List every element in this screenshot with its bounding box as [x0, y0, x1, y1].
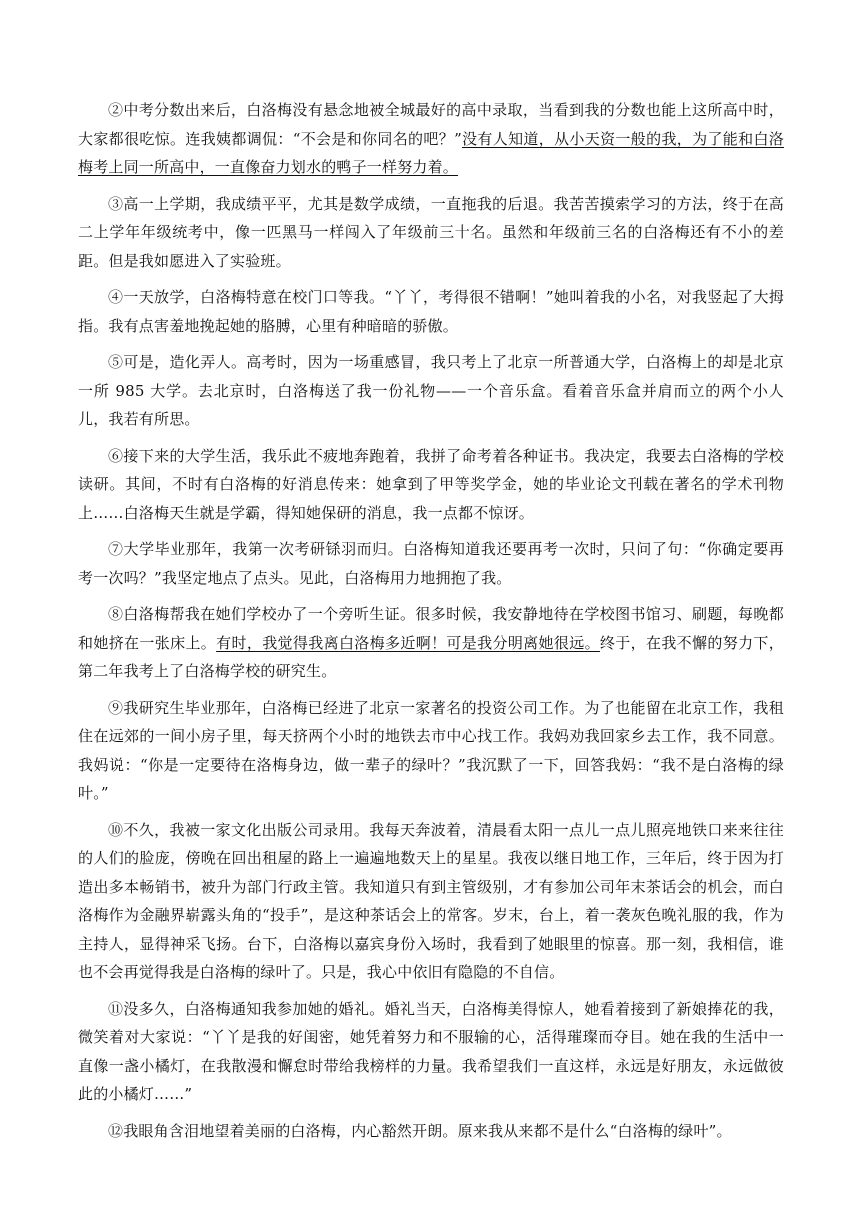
paragraph-11	[78, 995, 784, 1109]
paragraph-text: ③高一上学期，我成绩平平，尤其是数学成绩，一直拖我的后退。我苦苦摸索学习的方法，终于在高二上学年年级统考中，像一匹黑马一样闯入了年级前三十名。虽然和年级前三名的白洛梅还有不小的差距。但是我如愿进入了实验班。	[78, 194, 784, 270]
paragraph-text: ⑫我眼角含泪地望着美丽的白洛梅，内心豁然开朗。原来我从来都不是什么“白洛梅的绿叶”。	[108, 1121, 732, 1140]
paragraph-12	[78, 1117, 784, 1146]
paragraph-text-after: 终于，在我不懈的努力下，第二年我考上了白洛梅学校的研究生。	[78, 633, 784, 680]
paragraph-text: ⑨我研究生毕业那年，白洛梅已经进了北京一家著名的投资公司工作。为了也能留在北京工作，我租住在远郊的一间小房子里，每天挤两个小时的地铁去市中心找工作。我妈劝我回家乡去工作，我不同意。我妈说：“你是一定要待在洛梅身边，做一辈子的绿叶？”我沉默了一下，回答我妈：“我不是白洛梅的绿叶。”	[78, 698, 784, 802]
paragraph-text: ⑩不久，我被一家文化出版公司录用。我每天奔波着，清晨看太阳一点儿一点儿照亮地铁口来来往往的人们的脸庞，傍晚在回出租屋的路上一遍遍地数天上的星星。我夜以继日地工作，三年后，终于因为打造出多本畅销书，被升为部门行政主管。我知道只有到主管级别，才有参加公司年末茶话会的机会，而白洛梅作为金融界崭露头角的“投手”，是这种茶话会上的常客。岁末，台上，着一袭灰色晚礼服的我，作为主持人，显得神采飞扬。台下，白洛梅以嘉宾身份入场时，我看到了她眼里的惊喜。那一刻，我相信，谁也不会再觉得我是白洛梅的绿叶了。只是，我心中依旧有隐隐的不自信。	[78, 820, 784, 981]
paragraph-7	[78, 535, 784, 592]
paragraph-4	[78, 283, 784, 340]
document-page	[78, 96, 784, 1153]
underlined-sentence: 有时，我觉得我离白洛梅多近啊！可是我分明离她很远。	[216, 633, 600, 652]
underlined-sentence: 没有人知道，从小天资一般的我，为了能和白洛梅考上同一所高中，一直像奋力划水的鸭子一样努力着。	[78, 129, 784, 176]
paragraph-text: ⑧白洛梅帮我在她们学校办了一个旁听生证。很多时候，我安静地待在学校图书馆习、刷题，每晚都和她挤在一张床上。	[78, 605, 784, 652]
paragraph-text: ⑦大学毕业那年，我第一次考研铩羽而归。白洛梅知道我还要再考一次时，只问了句：“你确定要再考一次吗？”我坚定地点了点头。见此，白洛梅用力地拥抱了我。	[78, 540, 784, 587]
paragraph-3	[78, 190, 784, 276]
paragraph-5	[78, 348, 784, 434]
paragraph-9	[78, 694, 784, 808]
paragraph-2	[78, 96, 784, 182]
paragraph-10	[78, 816, 784, 987]
paragraph-text: ④一天放学，白洛梅特意在校门口等我。“丫丫，考得很不错啊！”她叫着我的小名，对我竖起了大拇指。我有点害羞地挽起她的胳膊，心里有种暗暗的骄傲。	[78, 288, 784, 335]
paragraph-text: ②中考分数出来后，白洛梅没有悬念地被全城最好的高中录取，当看到我的分数也能上这所高中时，大家都很吃惊。连我姨都调侃：“不会是和你同名的吧？”	[78, 101, 784, 148]
paragraph-text: ⑪没多久，白洛梅通知我参加她的婚礼。婚礼当天，白洛梅美得惊人，她看着接到了新娘捧花的我，微笑着对大家说：“丫丫是我的好闺密，她凭着努力和不服输的心，活得璀璨而夺目。她在我的生活中一直像一盏小橘灯，在我散漫和懈怠时带给我榜样的力量。我希望我们一直这样，永远是好朋友，永远做彼此的小橘灯……”	[78, 999, 784, 1103]
paragraph-text: ⑤可是，造化弄人。高考时，因为一场重感冒，我只考上了北京一所普通大学，白洛梅上的却是北京一所 985 大学。去北京时，白洛梅送了我一份礼物——一个音乐盒。看着音乐盒并肩而立的两个小人儿，我若有所思。	[78, 353, 784, 428]
paragraph-6	[78, 442, 784, 528]
paragraph-8	[78, 600, 784, 686]
paragraph-text: ⑥接下来的大学生活，我乐此不疲地奔跑着，我拼了命考着各种证书。我决定，我要去白洛梅的学校读研。其间，不时有白洛梅的好消息传来：她拿到了甲等奖学金，她的毕业论文刊载在著名的学术刊物上……白洛梅天生就是学霸，得知她保研的消息，我一点都不惊讶。	[78, 446, 784, 522]
